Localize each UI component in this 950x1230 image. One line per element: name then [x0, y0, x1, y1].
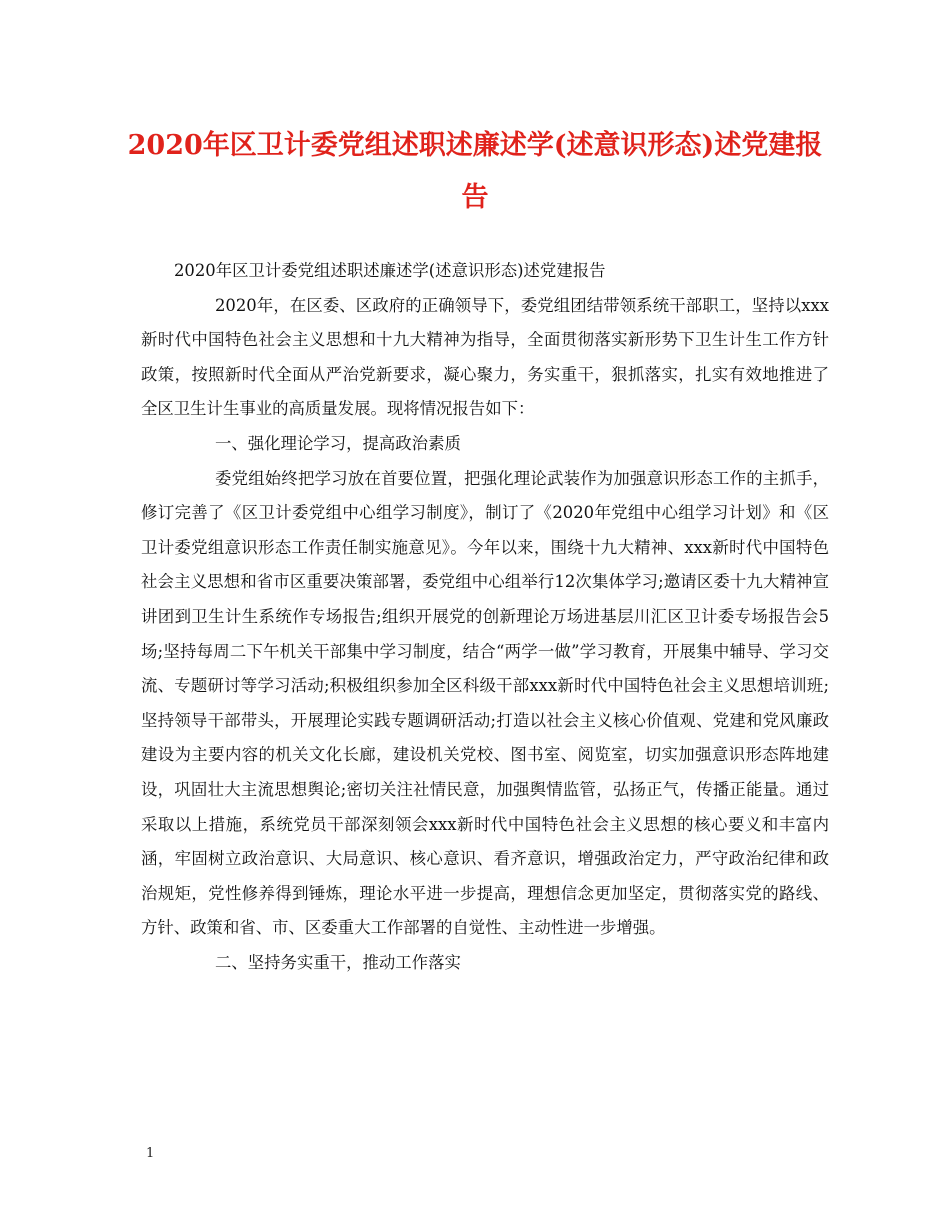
- page-number: 1: [146, 1146, 155, 1161]
- document-body: [141, 254, 829, 980]
- document-title: 2020年区卫计委党组述职述廉述学(述意识形态)述党建报告: [127, 130, 823, 213]
- section-1-paragraph: 委党组始终把学习放在首要位置，把强化理论武装作为加强意识形态工作的主抓手，修订完善了《区卫计委党组中心组学习制度》，制订了《2020年党组中心组学习计划》和《区卫计委党组意识形态工作责任制实施意见》。今年以来，围绕十九大精神、xxx新时代中国特色社会主义思想和省市区重要决策部署，委党组中心组举行12次集体学习;邀请区委十九大精神宣讲团到卫生计生系统作专场报告;组织开展党的创新理论万场进基层川汇区卫计委专场报告会5场;坚持每周二下午机关干部集中学习制度，结合“两学一做”学习教育，开展集中辅导、学习交流、专题研讨等学习活动;积极组织参加全区科级干部xxx新时代中国特色社会主义思想培训班;坚持领导干部带头，开展理论实践专题调研活动;打造以社会主义核心价值观、党建和党风廉政建设为主要内容的机关文化长廊，建设机关党校、图书室、阅览室，切实加强意识形态阵地建设，巩固壮大主流思想舆论;密切关注社情民意，加强舆情监管，弘扬正气，传播正能量。通过采取以上措施，系统党员干部深刻领会xxx新时代中国特色社会主义思想的核心要义和丰富内涵，牢固树立政治意识、大局意识、核心意识、看齐意识，增强政治定力，严守政治纪律和政治规矩，党性修养得到锤炼，理论水平进一步提高，理想信念更加坚定，贯彻落实党的路线、方针、政策和省、市、区委重大工作部署的自觉性、主动性进一步增强。: [141, 468, 829, 938]
- section-heading-1: 一、强化理论学习，提高政治素质: [215, 433, 461, 453]
- intro-paragraph: 2020年，在区委、区政府的正确领导下，委党组团结带领系统干部职工，坚持以xxx新时代中国特色社会主义思想和十九大精神为指导，全面贯彻落实新形势下卫生计生工作方针政策，按照新时代全面从严治党新要求，凝心聚力，务实重干，狠抓落实，扎实有效地推进了全区卫生计生事业的高质量发展。现将情况报告如下：: [141, 295, 829, 419]
- document-subtitle: 2020年区卫计委党组述职述廉述学(述意识形态)述党建报告: [174, 261, 606, 280]
- section-heading-2: 二、坚持务实重干，推动工作落实: [215, 952, 461, 972]
